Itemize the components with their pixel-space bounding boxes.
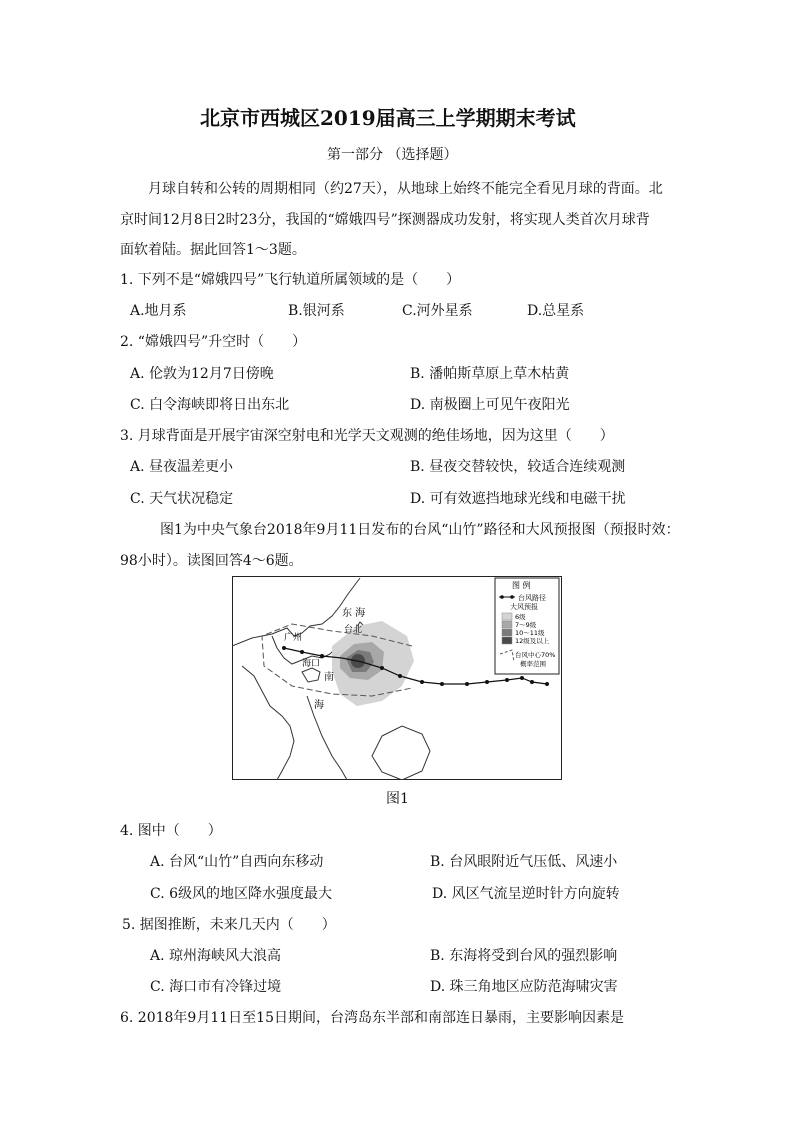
label-hai: 海 (314, 700, 324, 711)
question-stem: 3. 月球背面是开展宇宙深空射电和光学天文观测的绝佳场地，因为这里（ ） (120, 428, 614, 444)
option-b: B. 昼夜交替较快，较适合连续观测 (410, 459, 626, 475)
option-c: C. 天气状况稳定 (130, 491, 234, 507)
option-b: B. 潘帕斯草原上草木枯黄 (410, 366, 570, 382)
option-a: A.地月系 (130, 303, 187, 319)
passage-line: 月球自转和公转的周期相同（约27天），从地球上始终不能完全看见月球的背面。北 (148, 181, 663, 197)
figure-caption: 图1 (386, 791, 409, 807)
passage-line: 图1为中央气象台2018年9月11日发布的台风“山竹”路径和大风预报图（预报时效： (160, 522, 680, 538)
option-b: B. 东海将受到台风的强烈影响 (430, 948, 618, 964)
option-b: B. 台风眼附近气压低、风速小 (430, 854, 618, 870)
map-legend (495, 578, 559, 674)
legend-level-7-9: 7～9级 (515, 621, 537, 629)
legend-prob-line1: 台风中心70% (515, 651, 556, 659)
question-stem: 1. 下列不是“嫦娥四号”飞行轨道所属领域的是（ ） (120, 272, 461, 288)
option-c: C. 白令海峡即将日出东北 (130, 397, 290, 413)
option-a: A. 昼夜温差更小 (130, 459, 234, 475)
option-d: D.总星系 (527, 303, 585, 319)
legend-wind-title: 大风预报 (510, 603, 538, 611)
option-a: A. 台风“山竹”自西向东移动 (150, 854, 324, 870)
legend-level-6: 6级 (515, 613, 526, 621)
question-stem: 6. 2018年9月11日至15日期间，台湾岛东半部和南部连日暴雨，主要影响因素是 (120, 1010, 624, 1026)
label-nan: 南 (324, 672, 334, 683)
option-d: D. 可有效遮挡地球光线和电磁干扰 (410, 491, 626, 507)
option-c: C. 海口市有冷锋过境 (150, 979, 282, 995)
label-guangzhou: 广州 (284, 633, 303, 643)
option-b: B.银河系 (288, 303, 345, 319)
question-stem: 5. 据图推断，未来几天内（ ） (122, 917, 336, 933)
question-stem: 2. “嫦娥四号”升空时（ ） (120, 334, 307, 350)
typhoon-map-svg (232, 576, 562, 780)
label-donghai: 东 海 (342, 608, 366, 619)
option-c: C.河外星系 (402, 303, 473, 319)
question-stem: 4. 图中（ ） (120, 823, 222, 839)
option-d: D. 南极圈上可见午夜阳光 (410, 397, 570, 413)
label-haikou: 海口 (302, 659, 321, 669)
legend-path-label: 台风路径 (518, 594, 546, 602)
legend-level-12: 12级及以上 (515, 637, 550, 645)
page-title: 北京市西城区2019届高三上学期期末考试 (200, 106, 576, 130)
legend-prob-line2: 概率范围 (520, 660, 546, 668)
option-c: C. 6级风的地区降水强度最大 (150, 886, 333, 902)
option-d: D. 珠三角地区应防范海啸灾害 (430, 979, 618, 995)
typhoon-map (232, 576, 562, 780)
option-a: A. 伦敦为12月7日傍晚 (130, 366, 274, 382)
passage-line: 面软着陆。据此回答1～3题。 (120, 242, 306, 258)
option-d: D. 风区气流呈逆时针方向旋转 (432, 886, 620, 902)
label-taibei: 台北 (344, 625, 363, 635)
option-a: A. 琼州海峡风大浪高 (150, 948, 282, 964)
passage-line: 98小时）。读图回答4～6题。 (120, 553, 303, 569)
passage-line: 京时间12月8日2时23分，我国的“嫦娥四号”探测器成功发射，将实现人类首次月球背 (120, 212, 650, 228)
legend-level-10-11: 10～11级 (515, 629, 545, 637)
section-heading: 第一部分 （选择题） (327, 147, 458, 163)
legend-title: 图 例 (512, 581, 531, 590)
